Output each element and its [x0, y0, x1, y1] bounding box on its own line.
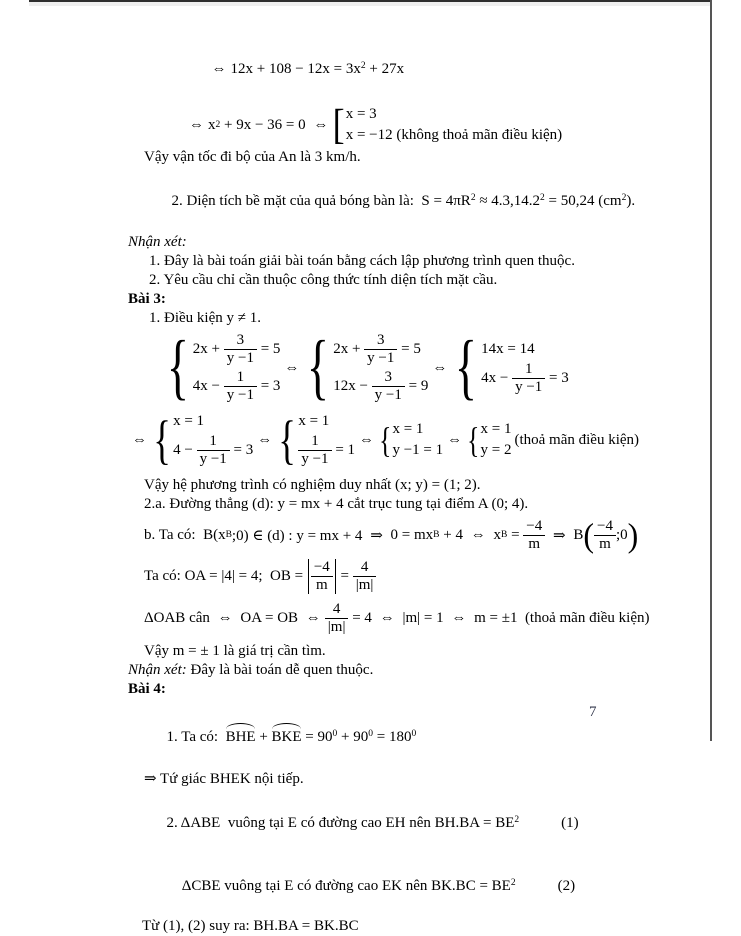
- text: 1. Ta có:: [166, 729, 226, 745]
- fraction-numerator: 1: [298, 433, 331, 451]
- text: 2. Diện tích bề mặt của quả bóng bàn là: S = 4πR: [171, 193, 471, 209]
- superscript: 0: [411, 729, 417, 739]
- paragraph-sphere-area: [149, 167, 703, 233]
- system-row: y = 2: [480, 442, 512, 458]
- condition-note: (thoả mãn điều kiện): [514, 431, 640, 448]
- fraction-denominator: y −1: [374, 387, 402, 403]
- equation-text: + 9x − 36 = 0: [220, 116, 310, 133]
- equation-text: x: [208, 116, 216, 133]
- equation-text: = 3: [545, 369, 569, 386]
- fraction-numerator: 3: [372, 369, 405, 387]
- iff-arrow-icon: ⇔: [284, 359, 300, 376]
- fraction: [353, 559, 377, 594]
- text: =: [507, 526, 524, 543]
- text: OA = OB: [236, 609, 302, 626]
- problem-3-condition: 1. Điều kiện y ≠ 1.: [149, 310, 261, 326]
- text: =: [336, 567, 353, 584]
- equation-system: [378, 419, 443, 461]
- equation-system: [451, 326, 569, 408]
- equation-system: [163, 326, 281, 408]
- fraction-numerator: 4: [353, 559, 377, 577]
- iff-arrow-icon: ⇔: [313, 116, 329, 133]
- equation-text: = 5: [397, 340, 421, 357]
- system-row-1: [163, 326, 703, 408]
- paragraph-2a: 2.a. Đường thẳng (d): y = mx + 4 cắt trục tung tại điểm A (0; 4).: [144, 496, 529, 512]
- superscript: 2: [510, 878, 516, 888]
- equation-text: 2x +: [192, 340, 224, 357]
- equation-text: 4x −: [192, 377, 224, 394]
- line-angle-sum: [144, 703, 703, 769]
- system-row-2: [128, 408, 703, 472]
- text: = 4: [348, 609, 376, 626]
- line-cbe: [160, 853, 703, 916]
- equation-text: 12x −: [333, 377, 372, 394]
- iff-arrow-icon: ⇔: [211, 61, 227, 77]
- iff-arrow-icon: ⇔: [451, 609, 467, 626]
- fraction: [523, 518, 545, 553]
- equation-line-2: [185, 102, 703, 148]
- equation-text: 4 −: [173, 441, 197, 458]
- fraction-denominator: y −1: [226, 387, 254, 403]
- superscript: 2: [621, 193, 627, 203]
- text: + 90: [337, 729, 369, 745]
- fraction-numerator: −4: [594, 518, 616, 536]
- fraction: [298, 433, 331, 468]
- left-paren-icon: (: [583, 515, 594, 554]
- page-right-edge: [710, 0, 712, 741]
- equation-line-1: [185, 33, 703, 102]
- text: ΔCBE vuông tại E có đường cao EK nên BK.BC = BE: [181, 878, 511, 894]
- fraction: [364, 332, 397, 367]
- system-row: [193, 331, 281, 368]
- equation-tag: (1): [561, 815, 579, 831]
- system-row: [193, 368, 281, 405]
- brace-icon: {: [166, 326, 190, 408]
- text: B: [569, 526, 584, 543]
- subscript: B: [225, 530, 232, 540]
- system-row: [333, 331, 428, 368]
- remark-heading: Nhận xét:: [128, 234, 187, 250]
- paragraph-m-value: Vậy m = ± 1 là giá trị cần tìm.: [144, 643, 326, 659]
- equation-text: = 5: [256, 340, 281, 357]
- implies-arrow-icon: ⇒: [370, 527, 383, 544]
- case-row: x = 3: [345, 106, 377, 122]
- brace-icon: {: [455, 326, 478, 408]
- system-row: x = 1: [480, 421, 512, 437]
- paragraph-system-solution: Vậy hệ phương trình có nghiệm duy nhất (x; y) = (1; 2).: [144, 477, 481, 493]
- left-bracket-icon: [: [333, 100, 346, 149]
- fraction: [325, 601, 349, 636]
- fraction-numerator: 4: [325, 601, 349, 619]
- system-row: [481, 360, 569, 397]
- fraction: [512, 361, 545, 396]
- line-conclusion: Từ (1), (2) suy ra: BH.BA = BK.BC: [142, 918, 359, 934]
- text: ;0: [615, 526, 628, 543]
- iff-arrow-icon: ⇔: [217, 609, 233, 626]
- iff-arrow-icon: ⇔: [132, 431, 147, 448]
- fraction-numerator: −4: [523, 518, 545, 536]
- remark-2-text: Đây là bài toán dễ quen thuộc.: [186, 662, 374, 678]
- system-row: 14x = 14: [481, 341, 535, 357]
- equation-text: + 27x: [365, 61, 405, 77]
- equation-text: = 3: [256, 377, 281, 394]
- fraction-numerator: 1: [224, 369, 257, 387]
- text: ).: [626, 193, 636, 209]
- text: ≈ 4.3,14.2: [475, 193, 541, 209]
- text: + 4: [439, 526, 467, 543]
- text: = 180: [372, 729, 412, 745]
- system-row: x = 1: [392, 421, 424, 437]
- equation-system: [303, 326, 429, 408]
- fraction-denominator: |m|: [327, 618, 346, 635]
- superscript: 2: [360, 61, 366, 71]
- superscript: 2: [514, 815, 520, 825]
- fraction-numerator: 3: [224, 332, 257, 350]
- superscript: 0: [332, 729, 338, 739]
- text: m = ±1 (thoả mãn điều kiện): [470, 609, 650, 626]
- superscript: 2: [540, 193, 545, 203]
- equation-text: 2x +: [333, 340, 365, 357]
- remark-2-line: [128, 661, 703, 680]
- brace-icon: {: [153, 409, 171, 470]
- fraction-denominator: y −1: [199, 451, 227, 467]
- equation-text: = 9: [404, 377, 429, 394]
- system-row: x = 1: [173, 413, 205, 429]
- text: 0 = mx: [386, 526, 434, 543]
- superscript: 2: [470, 193, 476, 203]
- fraction: [197, 433, 230, 468]
- fraction: [311, 559, 333, 594]
- text: ΔOAB cân: [144, 609, 214, 626]
- line-b: [144, 514, 703, 556]
- brace-icon: {: [278, 409, 297, 470]
- iff-arrow-icon: ⇔: [432, 359, 448, 376]
- fraction: [594, 518, 616, 553]
- line-triangle-oab: [144, 598, 703, 638]
- system-row: [173, 432, 253, 469]
- iff-arrow-icon: ⇔: [470, 526, 486, 543]
- remark-2-heading: Nhận xét:: [128, 662, 187, 678]
- fraction: [224, 332, 257, 367]
- fraction-denominator: m: [528, 535, 541, 552]
- angle-arc: BHE: [226, 727, 256, 748]
- equation-system: [151, 411, 253, 469]
- fraction-denominator: y −1: [301, 451, 329, 467]
- brace-icon: {: [467, 420, 480, 460]
- fraction-numerator: 1: [197, 433, 230, 451]
- text: x: [489, 526, 501, 543]
- page-top-edge-shadow: [29, 2, 712, 6]
- fraction-denominator: y −1: [367, 350, 395, 366]
- fraction-denominator: m: [315, 576, 328, 593]
- document-content: [128, 33, 703, 936]
- equation-text: 4x −: [481, 369, 513, 386]
- problem-4-heading: Bài 4:: [128, 681, 166, 697]
- line-cyclic-quad: ⇒ Tứ giác BHEK nội tiếp.: [144, 771, 304, 787]
- equation-system: [276, 411, 355, 469]
- remark-item-2: 2. Yêu cầu chỉ cần thuộc công thức tính diện tích mặt cầu.: [149, 272, 498, 288]
- absolute-value: [308, 559, 336, 594]
- iff-arrow-icon: ⇔: [359, 431, 375, 448]
- equation-system: [466, 419, 511, 461]
- system-row: y −1 = 1: [392, 442, 444, 458]
- brace-icon: {: [379, 420, 392, 460]
- fraction-numerator: −4: [311, 559, 333, 577]
- equation-text: = 3: [229, 441, 254, 458]
- page-number: 7: [589, 704, 597, 720]
- fraction-denominator: y −1: [226, 350, 254, 366]
- case-row: x = −12 (không thoả mãn điều kiện): [345, 127, 563, 143]
- equation-text: = 1: [331, 441, 356, 458]
- text: +: [255, 729, 272, 745]
- right-paren-icon: ): [627, 515, 639, 554]
- remark-item-1: 1. Đây là bài toán giải bài toán bằng cách lập phương trình quen thuộc.: [149, 253, 575, 269]
- text: |m| = 1: [398, 609, 448, 626]
- text: 2. ΔABE vuông tại E có đường cao EH nên BH.BA = BE: [166, 815, 515, 831]
- implies-arrow-icon: ⇒: [553, 527, 566, 544]
- system-row: [298, 432, 355, 469]
- iff-arrow-icon: ⇔: [379, 609, 395, 626]
- fraction-denominator: m: [599, 535, 611, 552]
- line-abe: [144, 790, 703, 853]
- fraction-denominator: y −1: [515, 379, 543, 395]
- subscript: B: [433, 530, 440, 540]
- superscript: 2: [215, 120, 221, 130]
- fraction-numerator: 3: [364, 332, 397, 350]
- system-row: x = 1: [298, 413, 330, 429]
- paragraph-walk-speed: Vậy vận tốc đi bộ của An là 3 km/h.: [144, 149, 361, 165]
- subscript: B: [500, 530, 508, 540]
- case-rows: [346, 104, 562, 146]
- text: b. Ta có: B(x: [144, 526, 226, 543]
- iff-arrow-icon: ⇔: [447, 431, 463, 448]
- problem-3-heading: Bài 3:: [128, 291, 166, 307]
- system-row: [333, 368, 428, 405]
- text: Ta có: OA = |4| = 4; OB =: [144, 567, 307, 584]
- brace-icon: {: [307, 326, 330, 408]
- iff-arrow-icon: ⇔: [189, 116, 204, 133]
- superscript: 0: [368, 729, 373, 739]
- angle-arc: BKE: [272, 727, 302, 748]
- text: = 50,24 (cm: [544, 193, 622, 209]
- fraction-numerator: 1: [512, 361, 545, 379]
- iff-arrow-icon: ⇔: [305, 609, 321, 626]
- text: = 90: [301, 729, 333, 745]
- fraction-denominator: |m|: [355, 576, 374, 593]
- fraction: [372, 369, 405, 404]
- fraction: [224, 369, 257, 404]
- iff-arrow-icon: ⇔: [257, 431, 273, 448]
- equation-text: 12x + 108 − 12x = 3x: [230, 61, 361, 77]
- text: ;0) ∈ (d) : y = mx + 4: [231, 527, 367, 544]
- equation-tag: (2): [557, 878, 576, 894]
- line-oa-ob: [144, 556, 703, 596]
